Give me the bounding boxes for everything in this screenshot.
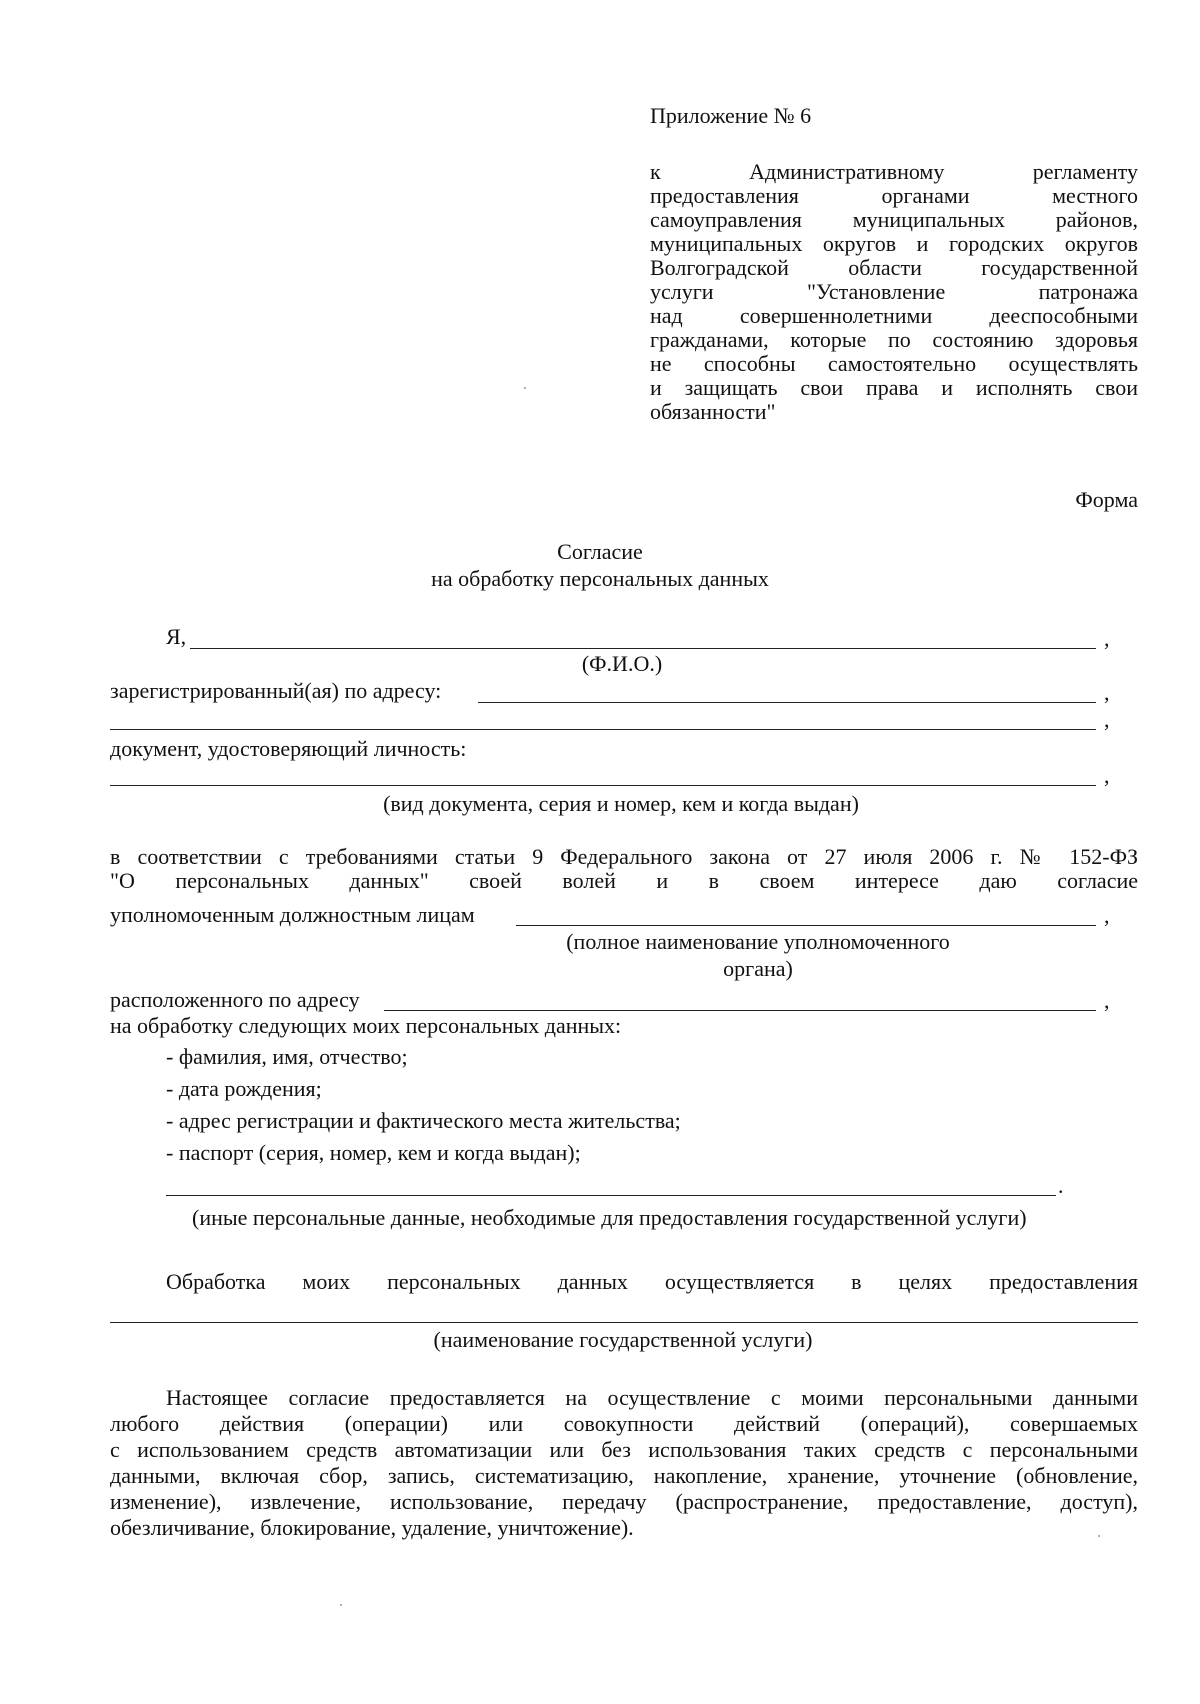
scan-speck: [524, 387, 526, 389]
service-hint: (наименование государственной услуги): [433, 1327, 813, 1352]
i-label: Я,: [166, 624, 187, 649]
id-document-label: документ, удостоверяющий личность:: [110, 736, 467, 761]
service-input-line[interactable]: [110, 1322, 1138, 1323]
reference-line: обязанности": [650, 399, 776, 424]
reference-line: самоуправления муниципальных районов,: [650, 207, 1138, 232]
authority-input-line[interactable]: [516, 925, 1096, 926]
comma: ,: [1104, 763, 1110, 788]
authority-hint-line2: органа): [723, 956, 793, 981]
address-input-line[interactable]: [478, 702, 1096, 703]
period: .: [1058, 1173, 1064, 1198]
reference-line: над совершеннолетними дееспособными: [650, 303, 1138, 328]
scan-speck: [1098, 1535, 1100, 1537]
scan-speck: [340, 1604, 342, 1606]
other-data-input-line[interactable]: [166, 1195, 1056, 1196]
list-item: - дата рождения;: [166, 1076, 322, 1101]
law-paragraph: [110, 845, 1138, 893]
reference-line: к Административному регламенту: [650, 159, 1138, 184]
consent-line: изменение), извлечение, использование, передачу (распространение, предоставление, доступ),: [110, 1489, 1138, 1514]
reference-line: услуги "Установление патронажа: [650, 279, 1138, 304]
reference-line: предоставления органами местного: [650, 183, 1138, 208]
id-document-hint: (вид документа, серия и номер, кем и когда выдан): [383, 791, 859, 816]
list-item: - адрес регистрации и фактического места жительства;: [166, 1108, 681, 1133]
location-input-line[interactable]: [384, 1010, 1096, 1011]
reference-line: Волгоградской области государственной: [650, 255, 1138, 280]
id-document-input-line[interactable]: [110, 785, 1096, 786]
law-line: в соответствии с требованиями статьи 9 Федерального закона от 27 июля 2006 г. № 152-ФЗ: [110, 844, 1138, 869]
reference-line: муниципальных округов и городских округов: [650, 231, 1138, 256]
address-label: зарегистрированный(ая) по адресу:: [110, 678, 442, 703]
authorized-officials-label: уполномоченным должностным лицам: [110, 902, 475, 927]
consent-line: с использованием средств автоматизации или без использования таких средств с персональными: [110, 1437, 1138, 1462]
authority-hint-line1: (полное наименование уполномоченного: [566, 929, 950, 954]
reference-line: не способны самостоятельно осуществлять: [650, 351, 1138, 376]
consent-line: Настоящее согласие предоставляется на осуществление с моими персональными данными: [166, 1385, 1138, 1410]
address-input-line-2[interactable]: [110, 729, 1096, 730]
comma: ,: [1104, 680, 1110, 705]
list-intro: на обработку следующих моих персональных данных:: [110, 1013, 622, 1038]
comma: ,: [1104, 626, 1110, 651]
consent-line: данными, включая сбор, запись, систематизацию, накопление, хранение, уточнение (обновление,: [110, 1463, 1138, 1488]
list-item: - фамилия, имя, отчество;: [166, 1044, 408, 1069]
location-label: расположенного по адресу: [110, 987, 360, 1012]
fio-hint: (Ф.И.О.): [581, 651, 663, 676]
reference-line: гражданами, которые по состоянию здоровья: [650, 327, 1138, 352]
consent-line: обезличивание, блокирование, удаление, уничтожение).: [110, 1515, 634, 1540]
fio-input-line[interactable]: [190, 648, 1096, 649]
comma: ,: [1104, 707, 1110, 732]
consent-line: любого действия (операции) или совокупности действий (операций), совершаемых: [110, 1411, 1138, 1436]
comma: ,: [1104, 988, 1110, 1013]
other-data-hint: (иные персональные данные, необходимые для предоставления государственной услуги): [192, 1205, 1027, 1230]
consent-paragraph: [110, 1385, 1138, 1541]
document-subtitle: на обработку персональных данных: [431, 566, 769, 591]
comma: ,: [1104, 903, 1110, 928]
form-label: Форма: [1075, 487, 1138, 512]
document-title: Согласие: [557, 539, 643, 564]
purpose-line: Обработка моих персональных данных осуществляется в целях предоставления: [166, 1269, 1138, 1294]
law-line: "О персональных данных" своей волей и в своем интересе даю согласие: [110, 868, 1138, 893]
list-item: - паспорт (серия, номер, кем и когда выдан);: [166, 1140, 581, 1165]
appendix-title: Приложение № 6: [650, 103, 812, 128]
reference-line: и защищать свои права и исполнять свои: [650, 375, 1138, 400]
purpose-paragraph: [166, 1270, 1138, 1294]
regulation-reference: [650, 160, 1138, 424]
